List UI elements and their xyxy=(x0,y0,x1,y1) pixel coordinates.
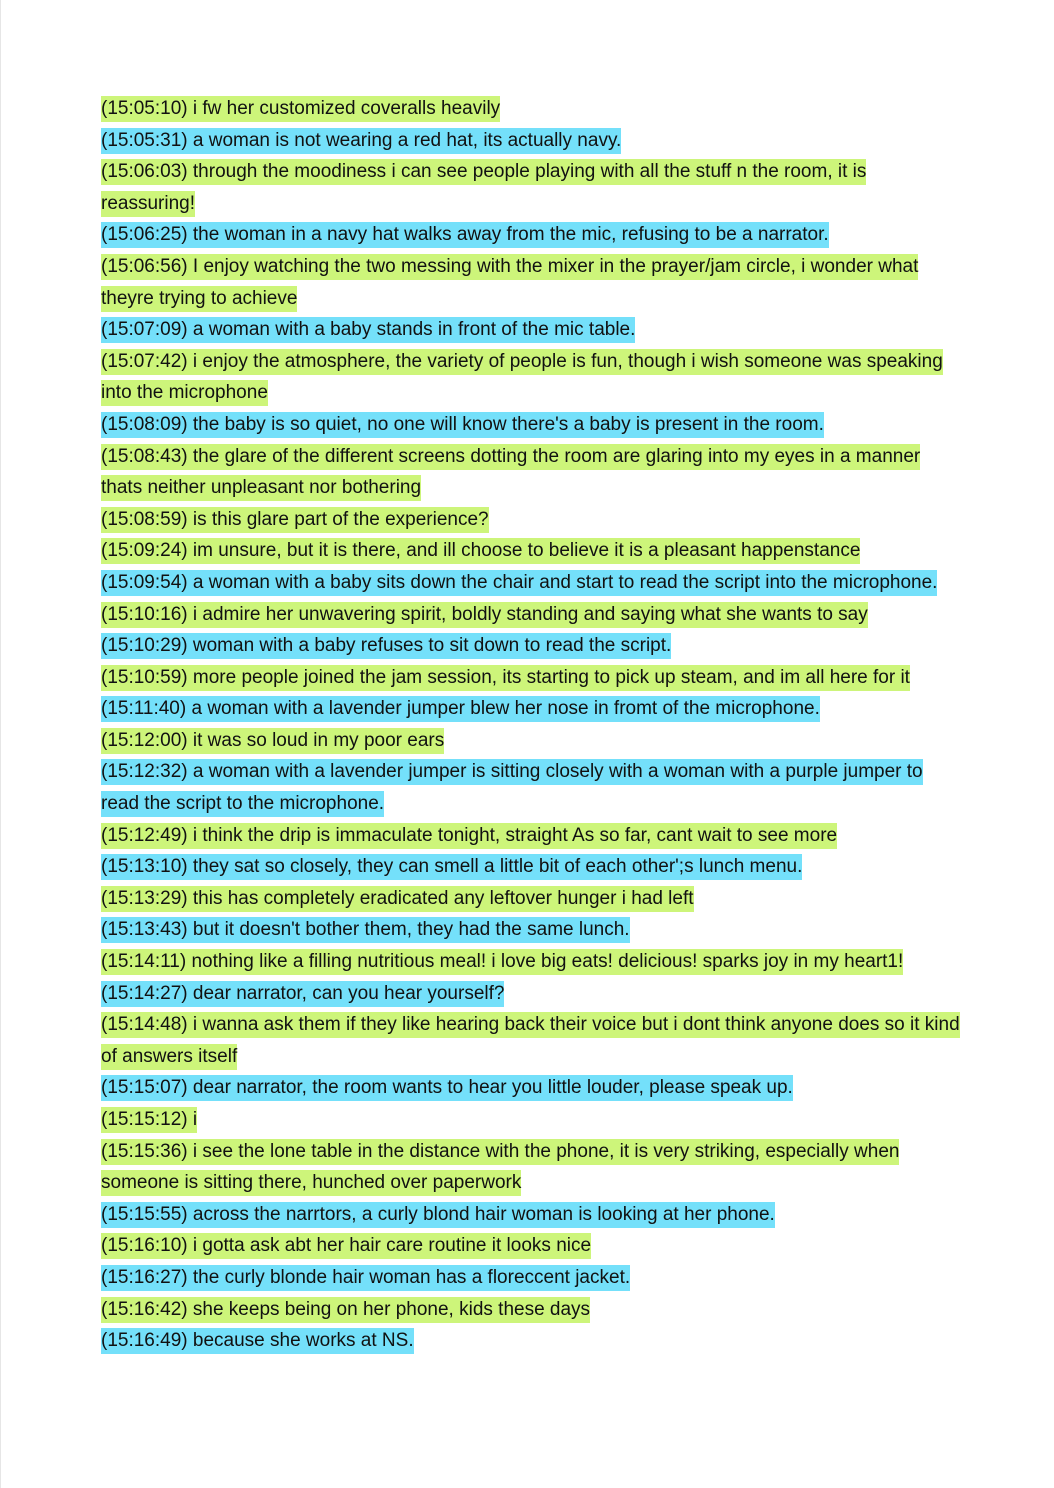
log-entry-text: (15:15:12) i xyxy=(101,1107,197,1133)
log-entry xyxy=(101,125,961,157)
log-entry xyxy=(101,1104,961,1136)
log-entry xyxy=(101,883,961,915)
log-entry xyxy=(101,693,961,725)
log-entry xyxy=(101,314,961,346)
log-entry-text: (15:05:10) i fw her customized coveralls heavily xyxy=(101,96,500,122)
log-entry-text: (15:07:42) i enjoy the atmosphere, the variety of people is fun, though i wish someone was speaking into the microphone xyxy=(101,349,943,407)
log-entry-text: (15:16:42) she keeps being on her phone, kids these days xyxy=(101,1297,590,1323)
log-entry-text: (15:09:24) im unsure, but it is there, and ill choose to believe it is a pleasant happenstance xyxy=(101,538,860,564)
log-entry xyxy=(101,1230,961,1262)
log-entry-text: (15:14:48) i wanna ask them if they like hearing back their voice but i dont think anyone does so it kind of answers itself xyxy=(101,1012,960,1070)
log-entry xyxy=(101,156,961,219)
log-entry-text: (15:16:10) i gotta ask abt her hair care routine it looks nice xyxy=(101,1233,591,1259)
log-entry xyxy=(101,251,961,314)
log-entry-text: (15:05:31) a woman is not wearing a red hat, its actually navy. xyxy=(101,128,621,154)
log-entry xyxy=(101,820,961,852)
log-entry-text: (15:12:32) a woman with a lavender jumper is sitting closely with a woman with a purple jumper to read the script to the microphone. xyxy=(101,759,923,817)
log-entry xyxy=(101,567,961,599)
log-entry xyxy=(101,662,961,694)
log-entry xyxy=(101,441,961,504)
log-entry xyxy=(101,93,961,125)
log-entry xyxy=(101,504,961,536)
log-entry xyxy=(101,946,961,978)
log-entry-text: (15:06:25) the woman in a navy hat walks away from the mic, refusing to be a narrator. xyxy=(101,222,829,248)
log-entry-text: (15:15:55) across the narrtors, a curly blond hair woman is looking at her phone. xyxy=(101,1202,775,1228)
log-entry-text: (15:14:11) nothing like a filling nutritious meal! i love big eats! delicious! sparks joy in my heart1! xyxy=(101,949,903,975)
log-entry-text: (15:08:43) the glare of the different screens dotting the room are glaring into my eyes in a manner thats neither unpleasant nor bothering xyxy=(101,444,920,502)
log-entry xyxy=(101,219,961,251)
log-entry-text: (15:13:10) they sat so closely, they can smell a little bit of each other';s lunch menu. xyxy=(101,854,802,880)
log-entry xyxy=(101,1325,961,1357)
log-entry xyxy=(101,756,961,819)
log-entry-text: (15:16:49) because she works at NS. xyxy=(101,1328,414,1354)
log-entry xyxy=(101,1009,961,1072)
log-entry-text: (15:08:59) is this glare part of the experience? xyxy=(101,507,489,533)
log-entry xyxy=(101,409,961,441)
log-entry xyxy=(101,1199,961,1231)
log-entry-text: (15:16:27) the curly blonde hair woman has a floreccent jacket. xyxy=(101,1265,630,1291)
log-entry-text: (15:06:03) through the moodiness i can see people playing with all the stuff n the room, it is reassuring! xyxy=(101,159,866,217)
log-entry xyxy=(101,1294,961,1326)
log-entry-text: (15:06:56) I enjoy watching the two messing with the mixer in the prayer/jam circle, i wonder what theyre trying to achieve xyxy=(101,254,918,312)
log-entry-text: (15:10:59) more people joined the jam session, its starting to pick up steam, and im all here for it xyxy=(101,665,910,691)
log-entry xyxy=(101,1072,961,1104)
log-entry xyxy=(101,599,961,631)
log-entry xyxy=(101,725,961,757)
log-entry xyxy=(101,1262,961,1294)
log-entry-text: (15:09:54) a woman with a baby sits down the chair and start to read the script into the microphone. xyxy=(101,570,937,596)
log-entry-text: (15:13:29) this has completely eradicated any leftover hunger i had left xyxy=(101,886,694,912)
log-entry xyxy=(101,535,961,567)
log-entry xyxy=(101,1136,961,1199)
log-entry xyxy=(101,346,961,409)
log-entry-text: (15:10:16) i admire her unwavering spirit, boldly standing and saying what she wants to say xyxy=(101,602,868,628)
log-entry-text: (15:10:29) woman with a baby refuses to sit down to read the script. xyxy=(101,633,671,659)
chat-log xyxy=(101,93,961,1357)
log-entry xyxy=(101,914,961,946)
log-entry-text: (15:14:27) dear narrator, can you hear yourself? xyxy=(101,981,504,1007)
log-entry-text: (15:08:09) the baby is so quiet, no one will know there's a baby is present in the room. xyxy=(101,412,824,438)
log-entry-text: (15:12:49) i think the drip is immaculate tonight, straight As so far, cant wait to see more xyxy=(101,823,837,849)
log-entry-text: (15:15:36) i see the lone table in the distance with the phone, it is very striking, especially when someone is sitting there, hunched over paperwork xyxy=(101,1139,899,1197)
log-entry xyxy=(101,630,961,662)
log-entry-text: (15:11:40) a woman with a lavender jumper blew her nose in fromt of the microphone. xyxy=(101,696,820,722)
log-entry xyxy=(101,851,961,883)
log-entry-text: (15:07:09) a woman with a baby stands in front of the mic table. xyxy=(101,317,635,343)
log-entry xyxy=(101,978,961,1010)
log-entry-text: (15:13:43) but it doesn't bother them, they had the same lunch. xyxy=(101,917,630,943)
log-entry-text: (15:15:07) dear narrator, the room wants to hear you little louder, please speak up. xyxy=(101,1075,793,1101)
log-entry-text: (15:12:00) it was so loud in my poor ears xyxy=(101,728,444,754)
